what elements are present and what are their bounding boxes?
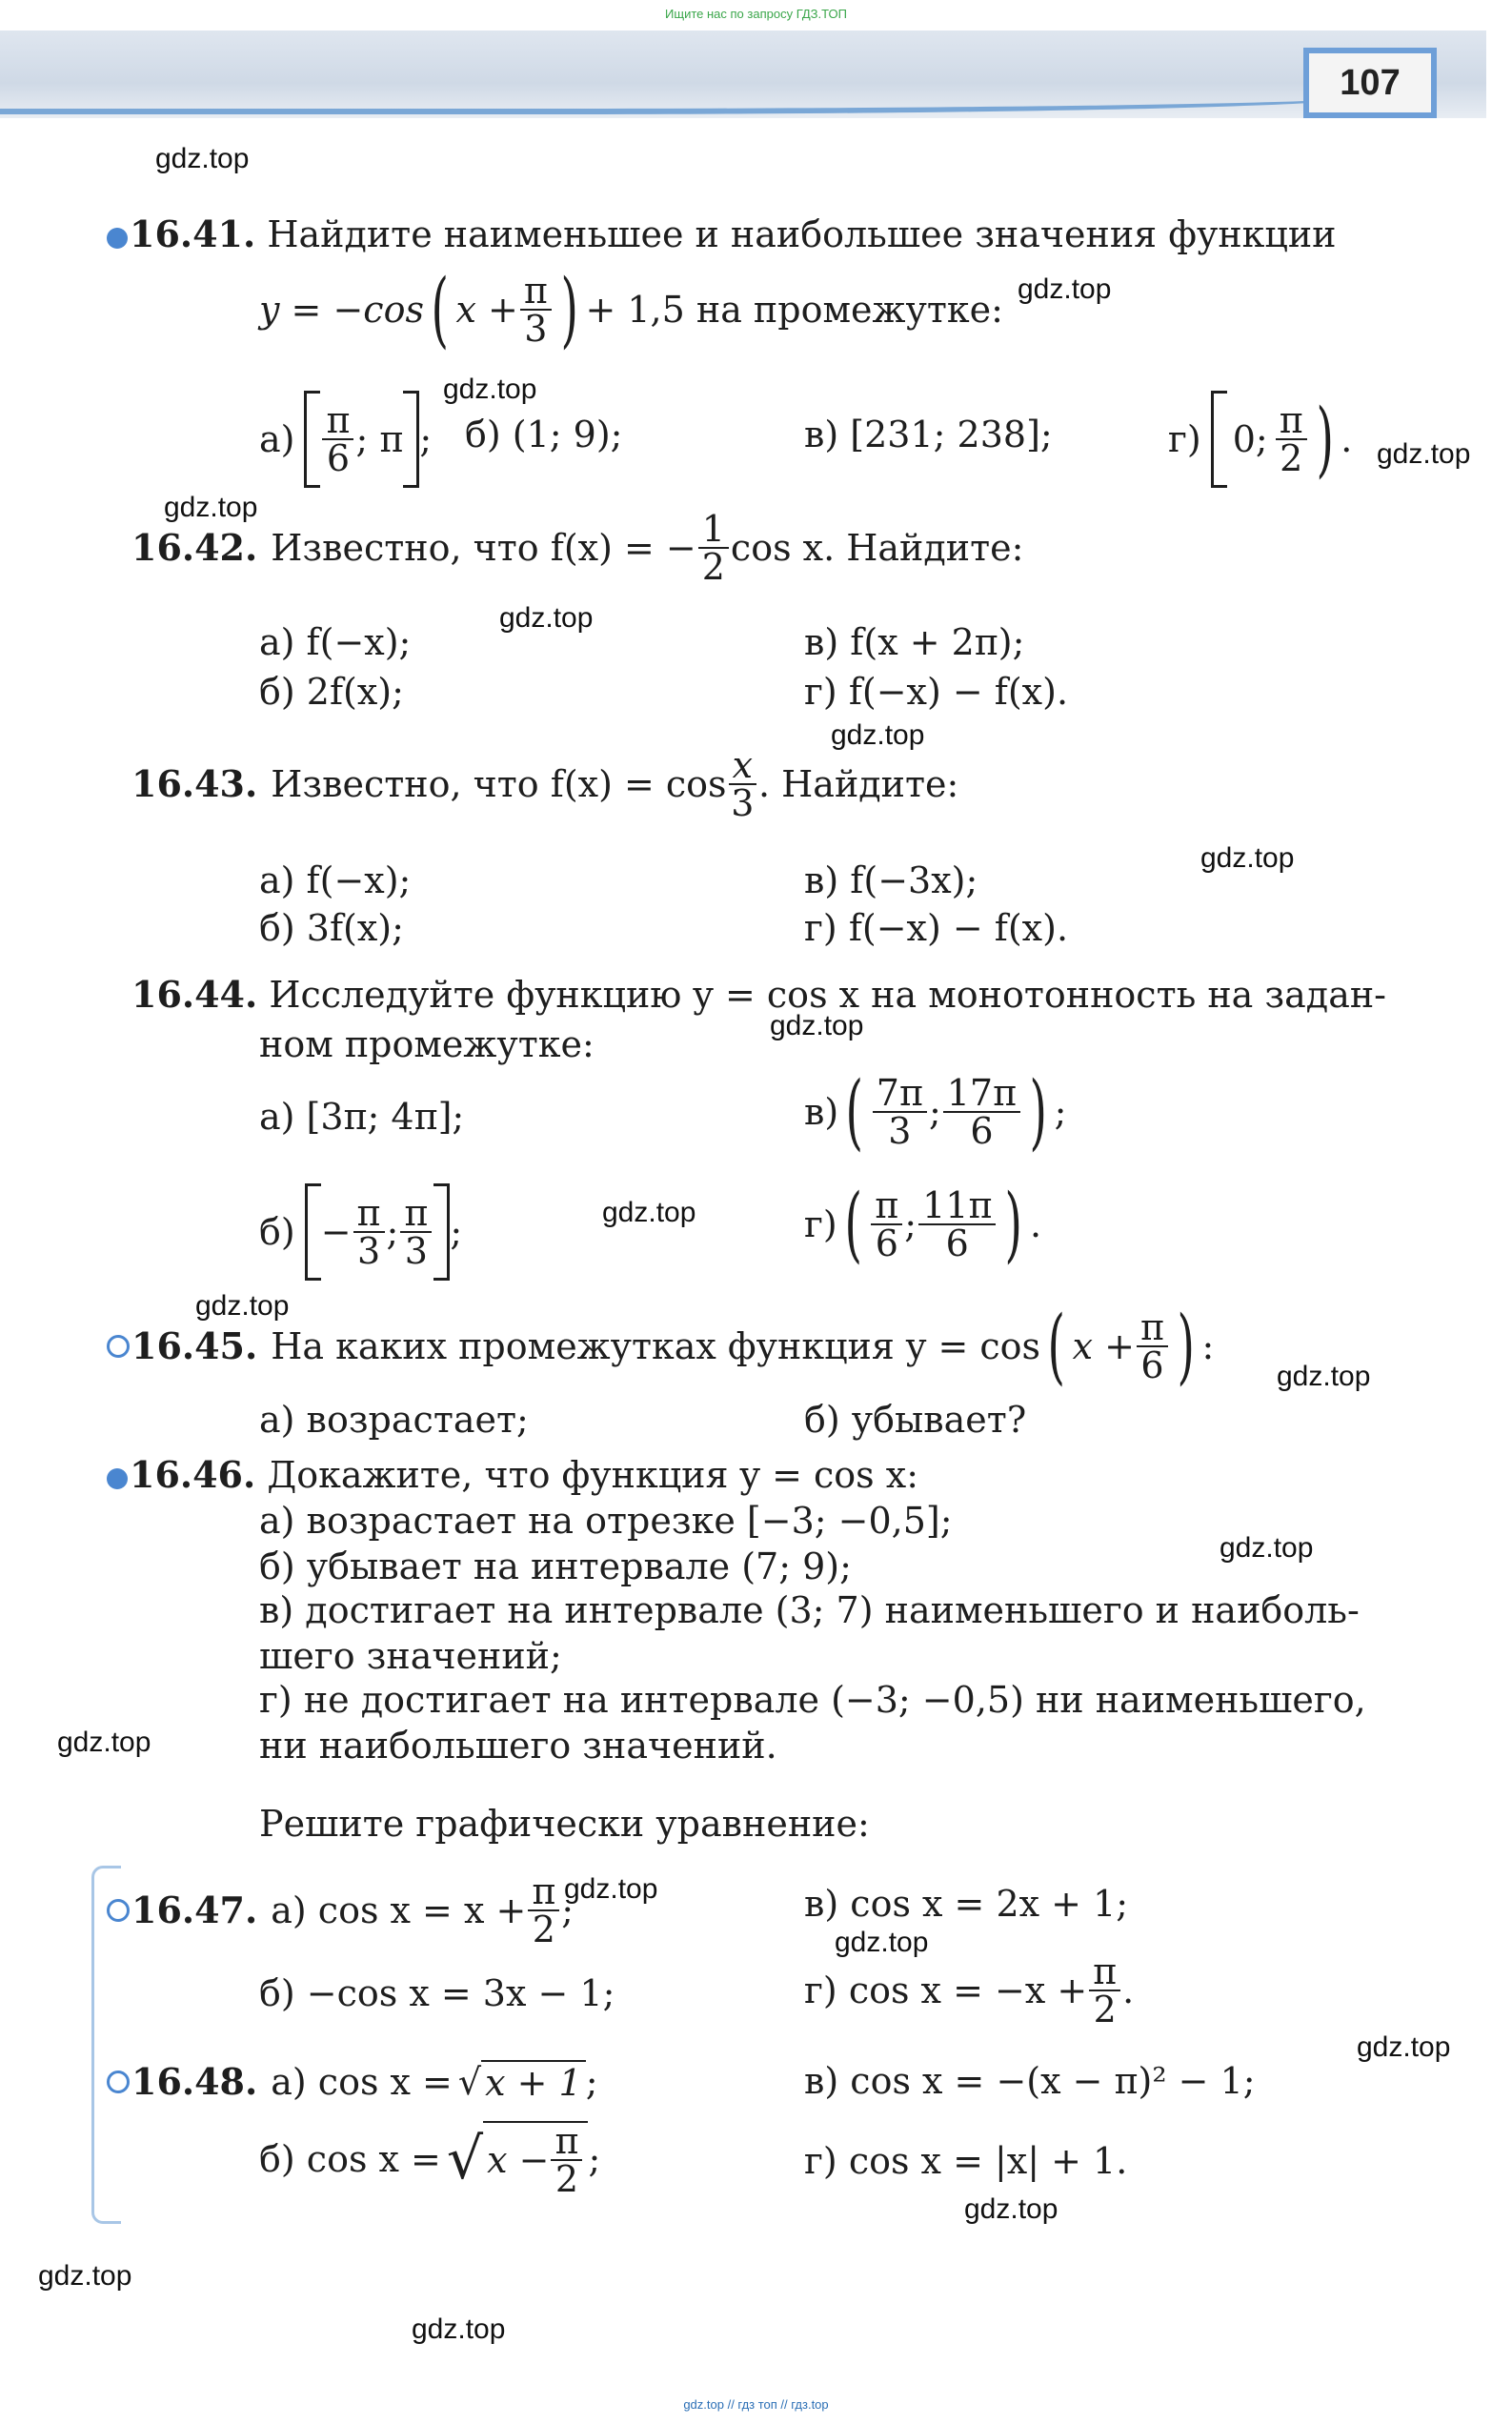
problem-16-44-option-a: а) [3π; 4π]; — [259, 1096, 465, 1138]
frac-den: 3 — [524, 308, 548, 350]
problem-number: 16.47. — [131, 1889, 258, 1931]
problem-16-48-option-b: б) cos x = √ x − $\frac{\pi}{2}$ ; — [259, 2120, 601, 2200]
problem-16-47-option-v: в) cos x = 2x + 1; — [804, 1883, 1129, 1925]
difficulty-open-dot-icon — [107, 1335, 130, 1358]
watermark: gdz.top — [1200, 842, 1295, 874]
option-text: ; — [585, 2061, 598, 2103]
watermark: gdz.top — [1018, 273, 1112, 305]
option-text: б) cos x = — [259, 2138, 441, 2180]
problem-16-47-option-a — [107, 1870, 575, 1950]
problem-text: На каких промежутках функция y = cos — [271, 1325, 1041, 1367]
problem-text: Исследуйте функцию y = cos x на монотонность на задан- — [269, 974, 1387, 1016]
section-title: Решите графически уравнение: — [259, 1803, 870, 1845]
problem-16-44-heading — [131, 974, 1386, 1016]
problem-16-48-option-a: 16.48. а) cos x = √ x + 1 ; — [107, 2060, 598, 2104]
option-label: б) — [259, 1211, 295, 1253]
problem-16-43-option-b: б) 3f(x); — [259, 907, 404, 949]
frac-den: 3 — [888, 1110, 912, 1152]
watermark: gdz.top — [1277, 1361, 1371, 1392]
watermark: gdz.top — [1220, 1532, 1314, 1564]
frac-num: π — [1089, 1953, 1120, 1991]
problem-16-43-option-g: г) f(−x) − f(x). — [804, 907, 1069, 949]
watermark: gdz.top — [1357, 2031, 1451, 2063]
frac-den: 6 — [875, 1222, 898, 1264]
problem-16-44-option-b: б) − $\frac{\pi}{3}$ ; $\frac{\pi}{3}$ ; — [259, 1183, 462, 1281]
difficulty-open-dot-icon — [107, 2070, 130, 2093]
problem-16-41-option-a — [259, 391, 432, 488]
problem-text: . Найдите: — [758, 763, 959, 805]
problem-16-46-option-g-line2: ни наибольшего значений. — [259, 1725, 777, 1767]
problem-16-46-option-b: б) убывает на интервале (7; 9); — [259, 1545, 852, 1587]
frac-num: π — [322, 402, 353, 440]
problem-number: 16.43. — [131, 762, 258, 805]
watermark: gdz.top — [1377, 438, 1471, 470]
problem-number: 16.44. — [131, 973, 258, 1016]
problem-text: : — [1201, 1325, 1215, 1367]
problem-number: 16.42. — [131, 526, 258, 569]
frac-den: 3 — [731, 782, 755, 824]
frac-den: 3 — [404, 1230, 428, 1272]
option-label: г) — [1168, 418, 1201, 460]
problem-16-42-option-b: б) 2f(x); — [259, 671, 404, 713]
problem-16-41-heading — [107, 213, 1337, 255]
frac-num: 7π — [873, 1075, 927, 1113]
problem-16-42-heading — [131, 508, 1024, 588]
problem-number: 16.41. — [130, 212, 256, 255]
frac-num: x — [729, 747, 756, 785]
problem-16-48-option-g: г) cos x = |x| + 1. — [804, 2140, 1128, 2182]
frac-num: 11π — [918, 1187, 996, 1225]
option-label: в) — [804, 1091, 839, 1133]
watermark: gdz.top — [155, 143, 250, 174]
option-text: ; π — [355, 418, 404, 460]
problem-number: 16.48. — [131, 2060, 258, 2103]
frac-num: 1 — [698, 511, 729, 549]
frac-den: 6 — [970, 1110, 994, 1152]
frac-num: π — [400, 1195, 432, 1233]
problem-16-42-option-v: в) f(x + 2π); — [804, 621, 1025, 663]
problem-16-42-option-g: г) f(−x) − f(x). — [804, 671, 1069, 713]
problem-16-46-option-v-line1: в) достигает на интервале (3; 7) наименьшего и наиболь- — [259, 1589, 1360, 1631]
frac-den: 2 — [532, 1909, 555, 1950]
problem-16-41-formula: y = −cos ( x + $\frac{\pi}{3}$ ) + 1,5 на промежутке: — [259, 262, 1003, 357]
watermark: gdz.top — [195, 1290, 290, 1322]
watermark: gdz.top — [564, 1873, 658, 1905]
problem-16-44-line2: ном промежутке: — [259, 1023, 595, 1065]
problem-text: Известно, что f(x) = cos — [271, 763, 727, 805]
problem-16-42-option-a: а) f(−x); — [259, 621, 412, 663]
frac-num: π — [353, 1195, 385, 1233]
radicand: x − — [487, 2139, 550, 2181]
frac-den: 2 — [554, 2158, 579, 2200]
problem-text: Найдите наименьшее и наибольшее значения функции — [267, 213, 1337, 255]
option-text: . — [1341, 418, 1353, 460]
frac-den: 6 — [1140, 1344, 1164, 1386]
option-text: ; — [588, 2138, 601, 2180]
difficulty-dot-icon — [107, 1468, 128, 1489]
watermark: gdz.top — [770, 1010, 864, 1041]
difficulty-open-dot-icon — [107, 1899, 130, 1922]
problem-16-44-option-v: в) ( $\frac{7\pi}{3}$ ; $\frac{17\pi}{6}$ ) ; — [804, 1064, 1067, 1160]
problem-number: 16.45. — [131, 1324, 258, 1367]
frac-num: π — [1137, 1309, 1168, 1347]
frac-den: 6 — [945, 1222, 969, 1264]
problem-16-43-heading — [131, 744, 959, 824]
option-text: г) cos x = −x + — [804, 1970, 1088, 2011]
problem-text: Докажите, что функция y = cos x: — [267, 1454, 918, 1496]
problem-16-41-option-b: б) (1; 9); — [465, 414, 623, 455]
watermark: gdz.top — [835, 1927, 929, 1958]
problem-16-43-option-v: в) f(−3x); — [804, 859, 978, 901]
formula-part: y = −cos — [259, 289, 424, 331]
formula-part: x + — [1072, 1325, 1135, 1367]
problem-16-46-option-g-line1: г) не достигает на интервале (−3; −0,5) ни наименьшего, — [259, 1679, 1366, 1721]
watermark: gdz.top — [831, 719, 925, 751]
option-text: ; — [419, 418, 433, 460]
frac-den: 2 — [1280, 437, 1303, 479]
problem-text: cos x. Найдите: — [730, 527, 1024, 569]
problem-16-48-option-v: в) cos x = −(x − π)² − 1; — [804, 2060, 1256, 2102]
frac-num: π — [871, 1187, 902, 1225]
watermark: gdz.top — [412, 2313, 506, 2345]
option-label: а) — [259, 418, 295, 460]
problem-16-47-option-b: б) −cos x = 3x − 1; — [259, 1972, 615, 2014]
watermark: gdz.top — [602, 1197, 696, 1228]
watermark: gdz.top — [57, 1727, 151, 1758]
bottom-note: gdz.top // гдз топ // гдз.top — [683, 2397, 829, 2412]
frac-den: 3 — [356, 1230, 381, 1272]
problem-16-44-option-g: г) ( $\frac{\pi}{6}$ ; $\frac{11\pi}{6}$ ) . — [804, 1177, 1042, 1272]
top-note: Ищите нас по запросу ГДЗ.ТОП — [665, 7, 847, 21]
watermark: gdz.top — [964, 2193, 1058, 2225]
option-text: ; — [561, 1889, 575, 1931]
frac-den: 6 — [326, 437, 351, 479]
option-text: 0; — [1232, 418, 1268, 460]
frac-num: π — [528, 1873, 559, 1911]
problem-16-45-option-b: б) убывает? — [804, 1399, 1027, 1441]
frac-den: 2 — [1093, 1989, 1117, 2030]
problem-16-45-heading: 16.45. На каких промежутках функция y = cos ( x + $\frac{\pi}{6}$ ) : — [107, 1305, 1214, 1387]
watermark: gdz.top — [499, 602, 594, 634]
problem-text: Известно, что f(x) = − — [271, 527, 696, 569]
radicand: x + 1 — [481, 2060, 586, 2104]
problem-16-46-heading — [107, 1454, 918, 1496]
problem-16-46-option-v-line2: шего значений; — [259, 1635, 562, 1677]
option-text: . — [1122, 1970, 1135, 2011]
problem-16-47-option-g — [804, 1950, 1135, 2030]
frac-num: π — [1276, 402, 1307, 440]
frac-num: π — [520, 273, 552, 311]
frac-den: 2 — [701, 546, 725, 588]
watermark: gdz.top — [38, 2260, 132, 2292]
difficulty-dot-icon — [107, 228, 128, 249]
frac-num: 17π — [943, 1075, 1020, 1113]
option-text: а) cos x = x + — [271, 1889, 527, 1931]
problem-16-46-option-a: а) возрастает на отрезке [−3; −0,5]; — [259, 1500, 953, 1542]
problem-16-45-option-a: а) возрастает; — [259, 1399, 529, 1441]
problem-16-43-option-a: а) f(−x); — [259, 859, 412, 901]
option-text: а) cos x = — [271, 2061, 453, 2103]
formula-part: + 1,5 на промежутке: — [585, 289, 1003, 331]
problem-16-41-option-g: г) 0; $\frac{\pi}{2}$ ) . — [1168, 392, 1353, 487]
page-number: 107 — [1303, 48, 1437, 118]
formula-part: x + — [455, 289, 518, 331]
option-label: г) — [804, 1203, 837, 1245]
problem-number: 16.46. — [130, 1453, 256, 1496]
frac-num: π — [551, 2123, 582, 2161]
watermark: gdz.top — [443, 374, 537, 405]
problem-16-41-option-v: в) [231; 238]; — [804, 414, 1053, 455]
watermark: gdz.top — [164, 492, 258, 523]
